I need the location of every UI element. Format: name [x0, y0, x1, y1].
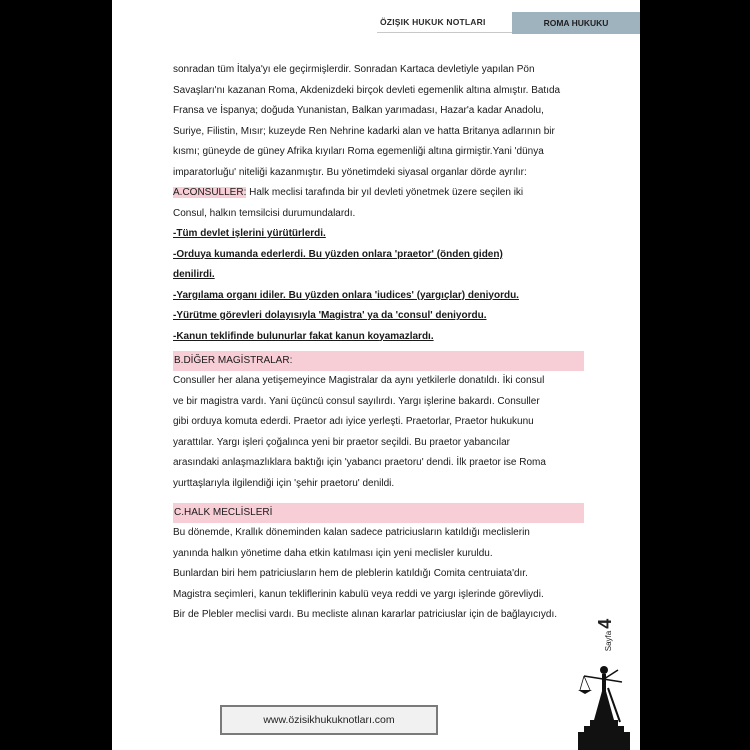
bullet-item: -Yürütme görevleri dolayısıyla 'Magistra' ya da 'consul' deniyordu.: [173, 310, 487, 321]
lady-justice-icon: [574, 660, 632, 750]
text-line: Magistra seçimleri, kanun tekliflerinin kabulü veya reddi ve yargı işlerinde görevliydi.: [173, 588, 544, 600]
text-line: imparatorluğu' niteliği kazanmıştır. Bu yönetimdeki siyasal organlar dörde ayrılır:: [173, 166, 527, 178]
section-heading-diger: B.DİĞER MAGİSTRALAR:: [173, 351, 584, 371]
spacer: [173, 494, 583, 499]
header-section-tab: ROMA HUKUKU: [512, 12, 640, 34]
text-line: kısmı; güneyde de güney Afrika kıyıları Roma egemenliği altına girmiştir.Yani 'dünya: [173, 146, 544, 157]
document-page: [112, 0, 640, 750]
text-line: gibi orduya komuta ederdi. Praetor adı iyice yerleşti. Praetorlar, Praetor hukukunu: [173, 416, 534, 427]
text-line: Bunlardan biri hem patriciusların hem de pleblerin katıldığı Comita centruiata'dır.: [173, 568, 528, 579]
bullet-item: -Yargılama organı idiler. Bu yüzden onlara 'iudices' (yargıçlar) deniyordu.: [173, 289, 519, 301]
footer-url-box[interactable]: [220, 705, 438, 735]
text-line: Consuller her alana yetişemeyince Magistralar da aynı yetkilerle donatıldı. İki consul: [173, 375, 545, 386]
bullet-item: -Orduya kumanda ederlerdi. Bu yüzden onlara 'praetor' (önden giden): [173, 248, 503, 260]
document-body: [173, 60, 583, 626]
header-brand: ÖZIŞIK HUKUK NOTLARI: [380, 17, 486, 27]
section-halk-meclisleri: [173, 503, 583, 626]
text-line: Savaşları'nı kazanan Roma, Akdenizdeki birçok devleti egemenlik altına almıştır. Batıda: [173, 84, 561, 96]
page-number: [595, 615, 625, 655]
text-line: yanında halkın yönetime daha etkin katılması için yeni meclisler kuruldu.: [173, 547, 493, 559]
footer-url[interactable]: www.özisikhukuknotları.com: [263, 714, 395, 726]
text-line: [173, 183, 583, 204]
section-heading-halk: C.HALK MECLİSLERİ: [173, 503, 584, 523]
text-line: Consul, halkın temsilcisi durumundalardı.: [173, 207, 356, 219]
header-divider: [377, 32, 512, 33]
text-line: arasındaki anlaşmazlıklara baktığı için 'yabancı praetoru' dendi. İlk praetor ise Roma: [173, 457, 546, 468]
text-line: Suriye, Filistin, Mısır; kuzeyde Ren Nehrine kadarki alan ve hatta Britanya adlarının bir: [173, 125, 555, 137]
text-line: ve bir magistra vardı. Yani üçüncü consul sayılırdı. Yargı işlerine bakardı. Consuller: [173, 395, 540, 407]
consuller-text: Halk meclisi tarafında bir yıl devleti yönetmek üzere seçilen iki: [246, 187, 524, 198]
text-line: Fransa ve İspanya; doğuda Yunanistan, Balkan yarımadası, Hazar'a kadar Anadolu,: [173, 105, 544, 116]
text-line: Bir de Plebler meclisi vardı. Bu mecliste alınan kararlar patriciuslar için de bağlayıcıydı.: [173, 609, 558, 620]
page-label-word: Sayfa: [604, 630, 613, 652]
text-line: Bu dönemde, Krallık döneminden kalan sadece patriciusların katıldığı meclislerin: [173, 527, 530, 538]
bullet-item: -Kanun teklifinde bulunurlar fakat kanun koyamazlardı.: [173, 330, 434, 342]
bullet-item: -Tüm devlet işlerini yürütürlerdi.: [173, 228, 326, 239]
text-line: sonradan tüm İtalya'yı ele geçirmişlerdir. Sonradan Kartaca devletiyle yapılan Pön: [173, 64, 535, 75]
section-diger-magistralar: [173, 351, 583, 494]
section-heading-consuller: A.CONSULLER:: [173, 187, 247, 198]
page-label-number: 4: [595, 618, 615, 629]
text-line: yurttaşlarıyla ilgilendiği için 'şehir praetoru' denildi.: [173, 477, 395, 489]
text-line: yarattılar. Yargı işleri çoğalınca yeni bir praetor seçildi. Bu praetor yabancılar: [173, 436, 511, 448]
section-consuller: [173, 183, 583, 347]
bullet-item: denilirdi.: [173, 269, 215, 280]
intro-paragraph: [173, 60, 583, 183]
